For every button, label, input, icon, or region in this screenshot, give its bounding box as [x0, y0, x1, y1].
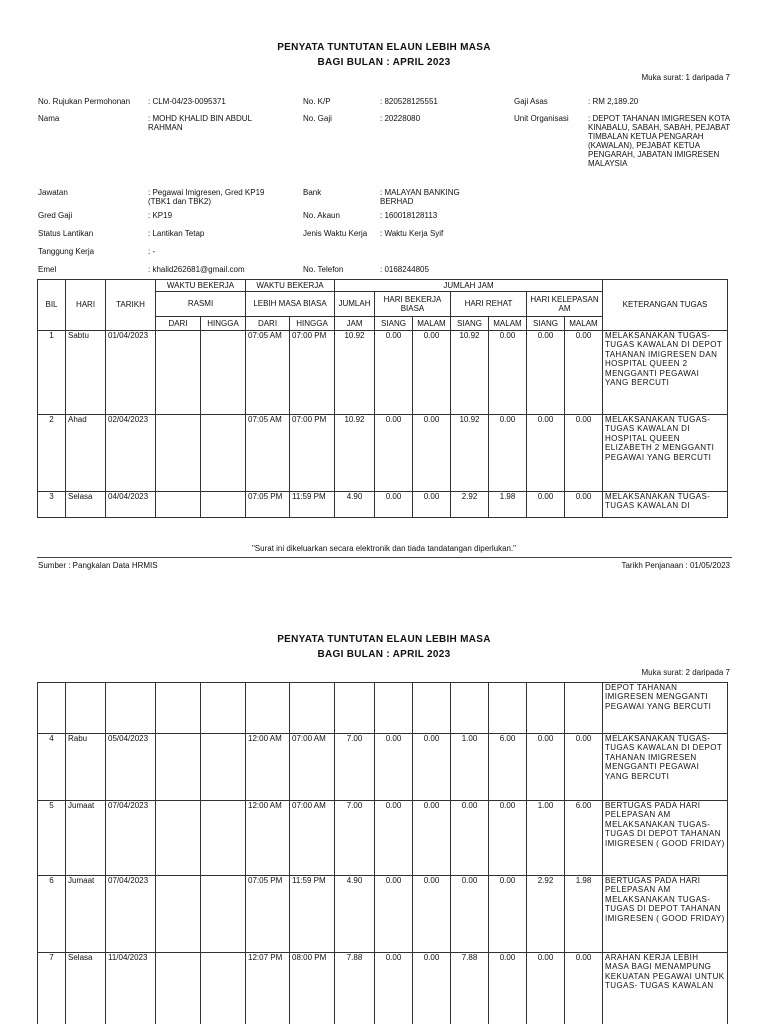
cell-dari	[156, 801, 201, 876]
table-row	[38, 953, 728, 1024]
header-rasmi: RASMI	[156, 292, 246, 317]
overtime-table-continued	[37, 682, 728, 1024]
header-waktu-bekerja-2: WAKTU BEKERJA	[246, 280, 335, 292]
cell-hka-malam: 1.98	[565, 876, 603, 953]
unit-value: : DEPOT TAHANAN IMIGRESEN KOTA KINABALU, SABAH, SABAH, PEJABAT TIMBALAN KETUA PENGARAH (KAWALAN), PEJABAT KETUA PENGARAH, JABATAN IMIGRESEN MALAYSIA	[588, 114, 730, 168]
footer-source: Sumber : Pangkalan Data HRMIS	[38, 561, 158, 570]
cell-hingga	[201, 415, 246, 492]
cell-tarikh: 07/04/2023	[106, 801, 156, 876]
cell-hka-siang: 2.92	[527, 876, 565, 953]
cell-hr-siang: 1.00	[451, 734, 489, 801]
akaun-label: No. Akaun	[303, 211, 340, 220]
page-number: Muka surat: 2 daripada 7	[641, 668, 730, 677]
cell-lm-dari: 07:05 PM	[246, 492, 290, 518]
cell-hka-siang: 0.00	[527, 734, 565, 801]
header-hka-siang: SIANG	[527, 317, 565, 331]
emel-label: Emel	[38, 265, 57, 274]
cell-hr-malam: 0.00	[489, 415, 527, 492]
cell-dari	[156, 492, 201, 518]
cell-hingga	[201, 492, 246, 518]
document-title: PENYATA TUNTUTAN ELAUN LEBIH MASA	[277, 42, 491, 53]
cell-hbb-malam: 0.00	[413, 331, 451, 415]
document-title: PENYATA TUNTUTAN ELAUN LEBIH MASA	[277, 634, 491, 645]
cell-lm-dari: 12:00 AM	[246, 801, 290, 876]
cell-bil: 3	[38, 492, 66, 518]
cell-hka-malam: 0.00	[565, 331, 603, 415]
cell-jam: 4.90	[335, 876, 375, 953]
cell-hr-siang: 0.00	[451, 876, 489, 953]
cell-hingga	[201, 331, 246, 415]
header-hari-kelepasan-am: HARI KELEPASAN AM	[527, 292, 603, 317]
cell-dari	[156, 683, 201, 734]
cell-hbb-malam: 0.00	[413, 953, 451, 1024]
header-hari-rehat: HARI REHAT	[451, 292, 527, 317]
cell-keterangan: MELAKSANAKAN TUGAS-TUGAS KAWALAN DI HOSPITAL QUEEN ELIZABETH 2 MENGGANTI PEGAWAI YANG BERCUTI	[603, 415, 728, 492]
jenis-value: : Waktu Kerja Syif	[380, 229, 444, 238]
cell-dari	[156, 415, 201, 492]
cell-lm-dari	[246, 683, 290, 734]
cell-jam: 10.92	[335, 331, 375, 415]
header-jumlah-jam: JUMLAH JAM	[335, 280, 603, 292]
cell-hbb-siang: 0.00	[375, 953, 413, 1024]
cell-bil: 5	[38, 801, 66, 876]
header-dari: DARI	[156, 317, 201, 331]
cell-lm-dari: 07:05 PM	[246, 876, 290, 953]
cell-hingga	[201, 953, 246, 1024]
page-number: Muka surat: 1 daripada 7	[641, 73, 730, 82]
cell-hbb-malam: 0.00	[413, 492, 451, 518]
cell-hbb-siang: 0.00	[375, 415, 413, 492]
cell-lm-hingga: 08:00 PM	[290, 953, 335, 1024]
cell-tarikh: 01/04/2023	[106, 331, 156, 415]
cell-hbb-malam: 0.00	[413, 801, 451, 876]
nokp-value: : 820528125551	[380, 97, 438, 106]
cell-hr-siang	[451, 683, 489, 734]
nama-label: Nama	[38, 114, 60, 123]
cell-hka-siang: 0.00	[527, 415, 565, 492]
cell-jam: 7.88	[335, 953, 375, 1024]
cell-hr-malam	[489, 683, 527, 734]
bank-label: Bank	[303, 188, 322, 197]
cell-hr-siang: 7.88	[451, 953, 489, 1024]
jenis-label: Jenis Waktu Kerja	[303, 229, 368, 238]
cell-bil: 1	[38, 331, 66, 415]
cell-lm-hingga: 07:00 AM	[290, 734, 335, 801]
cell-hka-siang: 0.00	[527, 953, 565, 1024]
cell-hr-malam: 0.00	[489, 331, 527, 415]
cell-hr-malam: 1.98	[489, 492, 527, 518]
header-hbb-malam: MALAM	[413, 317, 451, 331]
cell-keterangan: BERTUGAS PADA HARI PELEPASAN AM MELAKSANAKAN TUGAS-TUGAS DI DEPOT TAHANAN IMIGRESEN ( GOOD FRIDAY)	[603, 801, 728, 876]
table-row	[38, 331, 728, 415]
footer-divider	[37, 557, 732, 558]
cell-hari: Sabtu	[66, 331, 106, 415]
cell-tarikh: 05/04/2023	[106, 734, 156, 801]
cell-hingga	[201, 801, 246, 876]
cell-hbb-siang: 0.00	[375, 734, 413, 801]
cell-hbb-siang: 0.00	[375, 492, 413, 518]
cell-hbb-malam	[413, 683, 451, 734]
cell-hari: Jumaat	[66, 801, 106, 876]
cell-dari	[156, 953, 201, 1024]
emel-value: : khalid262681@gmail.com	[148, 265, 245, 274]
nama-value: : MOHD KHALID BIN ABDUL RAHMAN	[148, 114, 252, 132]
cell-hingga	[201, 876, 246, 953]
document-subtitle: BAGI BULAN : APRIL 2023	[317, 57, 451, 68]
rujukan-label: No. Rujukan Permohonan	[38, 97, 131, 106]
cell-lm-dari: 07:05 AM	[246, 415, 290, 492]
header-lm-dari: DARI	[246, 317, 290, 331]
jawatan-label: Jawatan	[38, 188, 68, 197]
cell-hari	[66, 683, 106, 734]
header-hari: HARI	[66, 280, 106, 331]
cell-hr-malam: 6.00	[489, 734, 527, 801]
cell-hka-siang: 0.00	[527, 331, 565, 415]
cell-lm-hingga: 11:59 PM	[290, 492, 335, 518]
header-jam: JAM	[335, 317, 375, 331]
cell-hbb-siang: 0.00	[375, 801, 413, 876]
telefon-value: : 0168244805	[380, 265, 429, 274]
unit-label: Unit Organisasi	[514, 114, 569, 123]
cell-jam: 7.00	[335, 734, 375, 801]
gaji-asas-value: : RM 2,189.20	[588, 97, 639, 106]
cell-keterangan: MELAKSANAKAN TUGAS-TUGAS KAWALAN DI	[603, 492, 728, 518]
cell-hr-malam: 0.00	[489, 876, 527, 953]
cell-keterangan: BERTUGAS PADA HARI PELEPASAN AM MELAKSANAKAN TUGAS-TUGAS DI DEPOT TAHANAN IMIGRESEN ( GOOD FRIDAY)	[603, 876, 728, 953]
tanggung-label: Tanggung Kerja	[38, 247, 95, 256]
cell-hr-siang: 10.92	[451, 415, 489, 492]
cell-jam	[335, 683, 375, 734]
cell-lm-hingga: 11:59 PM	[290, 876, 335, 953]
cell-bil: 4	[38, 734, 66, 801]
cell-hr-siang: 0.00	[451, 801, 489, 876]
cell-bil	[38, 683, 66, 734]
table-row	[38, 734, 728, 801]
gred-value: : KP19	[148, 211, 173, 220]
cell-hingga	[201, 734, 246, 801]
tanggung-value: : -	[148, 247, 156, 256]
cell-hbb-malam: 0.00	[413, 734, 451, 801]
cell-tarikh: 11/04/2023	[106, 953, 156, 1024]
cell-hingga	[201, 683, 246, 734]
cell-tarikh: 02/04/2023	[106, 415, 156, 492]
cell-hbb-siang: 0.00	[375, 331, 413, 415]
cell-hr-siang: 10.92	[451, 331, 489, 415]
cell-keterangan: ARAHAN KERJA LEBIH MASA BAGI MENAMPUNG KEKUATAN PEGAWAI UNTUK TUGAS- TUGAS KAWALAN	[603, 953, 728, 1024]
table-row	[38, 801, 728, 876]
cell-hka-malam: 0.00	[565, 734, 603, 801]
cell-jam: 10.92	[335, 415, 375, 492]
document-header	[0, 0, 768, 70]
rujukan-value: : CLM-04/23-0095371	[148, 97, 226, 106]
header-hka-malam: MALAM	[565, 317, 603, 331]
cell-dari	[156, 734, 201, 801]
cell-hka-siang: 1.00	[527, 801, 565, 876]
nokp-label: No. K/P	[303, 97, 331, 106]
cell-hr-siang: 2.92	[451, 492, 489, 518]
cell-lm-hingga: 07:00 AM	[290, 801, 335, 876]
header-tarikh: TARIKH	[106, 280, 156, 331]
cell-tarikh: 04/04/2023	[106, 492, 156, 518]
cell-hka-siang	[527, 683, 565, 734]
status-value: : Lantikan Tetap	[148, 229, 205, 238]
footer-date: Tarikh Penjanaan : 01/05/2023	[621, 561, 730, 570]
cell-hari: Selasa	[66, 492, 106, 518]
cell-lm-dari: 12:07 PM	[246, 953, 290, 1024]
cell-hka-malam: 0.00	[565, 492, 603, 518]
document-header	[0, 612, 768, 662]
overtime-table	[37, 279, 728, 518]
gred-label: Gred Gaji	[38, 211, 73, 220]
cell-tarikh: 07/04/2023	[106, 876, 156, 953]
statement-page-2	[0, 612, 768, 1024]
telefon-label: No. Telefon	[303, 265, 344, 274]
cell-hbb-siang: 0.00	[375, 876, 413, 953]
table-row	[38, 683, 728, 734]
header-hr-siang: SIANG	[451, 317, 489, 331]
header-jumlah: JUMLAH	[335, 292, 375, 317]
header-lebih-masa-biasa: LEBIH MASA BIASA	[246, 292, 335, 317]
cell-hbb-siang	[375, 683, 413, 734]
cell-bil: 6	[38, 876, 66, 953]
document-subtitle: BAGI BULAN : APRIL 2023	[317, 649, 451, 660]
header-hingga: HINGGA	[201, 317, 246, 331]
cell-lm-hingga: 07:00 PM	[290, 331, 335, 415]
cell-hka-malam: 0.00	[565, 415, 603, 492]
header-waktu-bekerja-1: WAKTU BEKERJA	[156, 280, 246, 292]
cell-hka-malam	[565, 683, 603, 734]
header-keterangan: KETERANGAN TUGAS	[603, 280, 728, 331]
jawatan-value: : Pegawai Imigresen, Gred KP19 (TBK1 dan TBK2)	[148, 188, 265, 206]
cell-hbb-malam: 0.00	[413, 876, 451, 953]
cell-jam: 4.90	[335, 492, 375, 518]
cell-hka-malam: 6.00	[565, 801, 603, 876]
cell-keterangan: MELAKSANAKAN TUGAS-TUGAS KAWALAN DI DEPOT TAHANAN IMIGRESEN DAN HOSPITAL QUEEN 2 MENGGANTI PEGAWAI YANG BERCUTI	[603, 331, 728, 415]
table-row	[38, 876, 728, 953]
cell-hka-malam: 0.00	[565, 953, 603, 1024]
cell-lm-hingga: 07:00 PM	[290, 415, 335, 492]
nogaji-value: : 20228080	[380, 114, 421, 123]
cell-keterangan: MELAKSANAKAN TUGAS-TUGAS KAWALAN DI DEPOT TAHANAN IMIGRESEN MENGGANTI PEGAWAI YANG BERCUTI	[603, 734, 728, 801]
cell-hbb-malam: 0.00	[413, 415, 451, 492]
bank-value: : MALAYAN BANKING BERHAD	[380, 188, 460, 206]
gaji-asas-label: Gaji Asas	[514, 97, 548, 106]
cell-hari: Jumaat	[66, 876, 106, 953]
cell-hr-malam: 0.00	[489, 953, 527, 1024]
cell-lm-dari: 07:05 AM	[246, 331, 290, 415]
cell-hari: Rabu	[66, 734, 106, 801]
table-row	[38, 492, 728, 518]
header-bil: BIL	[38, 280, 66, 331]
cell-jam: 7.00	[335, 801, 375, 876]
cell-dari	[156, 876, 201, 953]
header-lm-hingga: HINGGA	[290, 317, 335, 331]
cell-hari: Selasa	[66, 953, 106, 1024]
header-hbb-siang: SIANG	[375, 317, 413, 331]
cell-dari	[156, 331, 201, 415]
header-hr-malam: MALAM	[489, 317, 527, 331]
header-hari-bekerja-biasa: HARI BEKERJA BIASA	[375, 292, 451, 317]
cell-lm-hingga	[290, 683, 335, 734]
cell-bil: 7	[38, 953, 66, 1024]
cell-lm-dari: 12:00 AM	[246, 734, 290, 801]
electronic-notice: "Surat ini dikeluarkan secara elektronik dan tiada tandatangan diperlukan."	[251, 544, 517, 553]
cell-hr-malam: 0.00	[489, 801, 527, 876]
akaun-value: : 160018128113	[380, 211, 438, 220]
cell-keterangan: DEPOT TAHANAN IMIGRESEN MENGGANTI PEGAWAI YANG BERCUTI	[603, 683, 728, 734]
cell-hari: Ahad	[66, 415, 106, 492]
cell-bil: 2	[38, 415, 66, 492]
table-row	[38, 415, 728, 492]
nogaji-label: No. Gaji	[303, 114, 332, 123]
cell-hka-siang: 0.00	[527, 492, 565, 518]
status-label: Status Lantikan	[38, 229, 94, 238]
cell-tarikh	[106, 683, 156, 734]
